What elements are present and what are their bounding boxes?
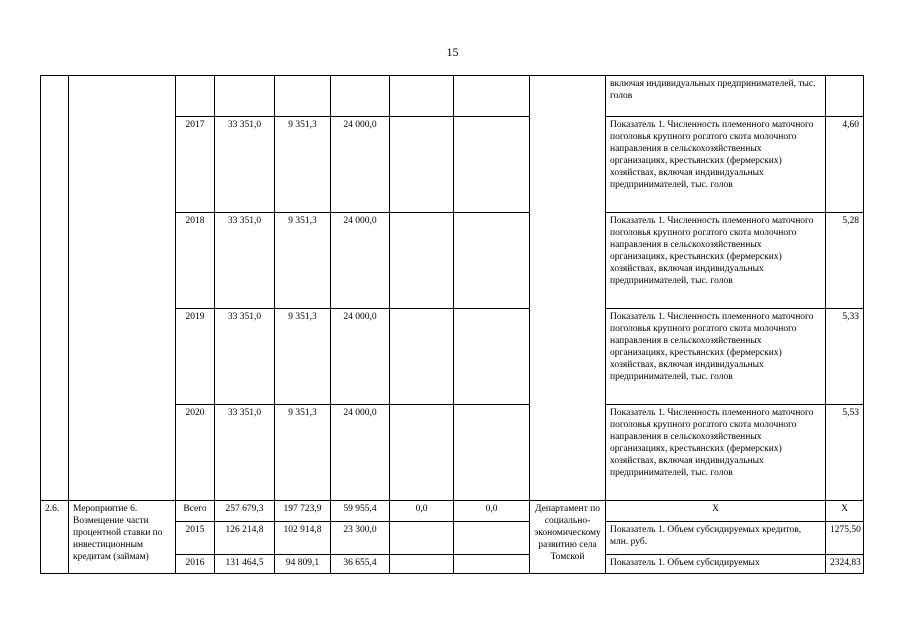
cell-other — [454, 522, 530, 555]
cell-other — [454, 405, 530, 501]
cell-indicator: Показатель 1. Численность племенного маточного поголовья крупного рогатого скота молочного направления в сельскохозяйственных организациях, крестьянских (фермерских) хозяйствах, включая индивидуальных предпринимателей, тыс. голов — [606, 405, 826, 501]
table-row — [41, 76, 864, 117]
cell-federal — [275, 76, 331, 117]
cell-local — [390, 555, 454, 574]
cell-indicator-value: 2324,83 — [826, 555, 864, 574]
cell-total: 33 351,0 — [215, 309, 275, 405]
cell-total: 33 351,0 — [215, 213, 275, 309]
table-row — [41, 501, 864, 522]
cell-total: 33 351,0 — [215, 117, 275, 213]
cell-indicator-value: Х — [826, 501, 864, 522]
cell-indicator: Показатель 1. Численность племенного маточного поголовья крупного рогатого скота молочного направления в сельскохозяйственных организациях, крестьянских (фермерских) хозяйствах, включая индивидуальных предпринимателей, тыс. голов — [606, 309, 826, 405]
cell-indicator: Показатель 1. Объем субсидируемых кредитов, млн. руб. — [606, 522, 826, 555]
cell-year: 2017 — [176, 117, 215, 213]
cell-local — [390, 213, 454, 309]
cell-regional: 24 000,0 — [331, 117, 390, 213]
cell-federal: 9 351,3 — [275, 405, 331, 501]
cell-indicator: Показатель 1. Численность племенного маточного поголовья крупного рогатого скота молочного направления в сельскохозяйственных организациях, крестьянских (фермерских) хозяйствах, включая индивидуальных предпринимателей, тыс. голов — [606, 117, 826, 213]
cell-regional: 36 655,4 — [331, 555, 390, 574]
cell-indicator: Показатель 1. Численность племенного маточного поголовья крупного рогатого скота молочного направления в сельскохозяйственных организациях, крестьянских (фермерских) хозяйствах, включая индивидуальных предпринимателей, тыс. голов — [606, 213, 826, 309]
cell-number: 2.6. — [41, 501, 69, 574]
cell-other — [454, 213, 530, 309]
cell-indicator-value: 4,60 — [826, 117, 864, 213]
cell-indicator: Х — [606, 501, 826, 522]
cell-other — [454, 76, 530, 117]
cell-regional: 24 000,0 — [331, 213, 390, 309]
cell-measure: Мероприятие 6. Возмещение части процентной ставки по инвестиционным кредитам (займам) — [69, 501, 176, 574]
cell-federal: 197 723,9 — [275, 501, 331, 522]
cell-total — [215, 76, 275, 117]
cell-federal: 9 351,3 — [275, 117, 331, 213]
cell-local — [390, 522, 454, 555]
cell-total: 257 679,3 — [215, 501, 275, 522]
cell-executor: Департамент по социально-экономическому развитию села Томской — [530, 501, 606, 574]
cell-indicator-value: 5,53 — [826, 405, 864, 501]
cell-measure — [69, 76, 176, 501]
cell-year: 2018 — [176, 213, 215, 309]
cell-year: 2019 — [176, 309, 215, 405]
cell-other — [454, 117, 530, 213]
cell-indicator-value — [826, 76, 864, 117]
cell-other — [454, 309, 530, 405]
cell-total: 33 351,0 — [215, 405, 275, 501]
cell-regional: 24 000,0 — [331, 405, 390, 501]
cell-indicator-value: 5,28 — [826, 213, 864, 309]
cell-local — [390, 405, 454, 501]
cell-other — [454, 555, 530, 574]
cell-local: 0,0 — [390, 501, 454, 522]
cell-local — [390, 309, 454, 405]
cell-federal: 102 914,8 — [275, 522, 331, 555]
cell-year: Всего — [176, 501, 215, 522]
cell-year — [176, 76, 215, 117]
cell-federal: 94 809,1 — [275, 555, 331, 574]
cell-regional: 59 955,4 — [331, 501, 390, 522]
cell-local — [390, 117, 454, 213]
cell-total: 131 464,5 — [215, 555, 275, 574]
cell-indicator-value: 5,33 — [826, 309, 864, 405]
cell-local — [390, 76, 454, 117]
cell-regional — [331, 76, 390, 117]
cell-regional: 24 000,0 — [331, 309, 390, 405]
cell-indicator: Показатель 1. Объем субсидируемых — [606, 555, 826, 574]
cell-number — [41, 76, 69, 501]
cell-year: 2015 — [176, 522, 215, 555]
cell-indicator-value: 1275,50 — [826, 522, 864, 555]
program-table — [40, 75, 864, 574]
cell-year: 2020 — [176, 405, 215, 501]
cell-regional: 23 300,0 — [331, 522, 390, 555]
page-number: 15 — [446, 45, 459, 59]
cell-federal: 9 351,3 — [275, 213, 331, 309]
cell-other: 0,0 — [454, 501, 530, 522]
cell-federal: 9 351,3 — [275, 309, 331, 405]
cell-executor — [530, 76, 606, 501]
cell-year: 2016 — [176, 555, 215, 574]
cell-indicator: включая индивидуальных предпринимателей, тыс. голов — [606, 76, 826, 117]
cell-total: 126 214,8 — [215, 522, 275, 555]
